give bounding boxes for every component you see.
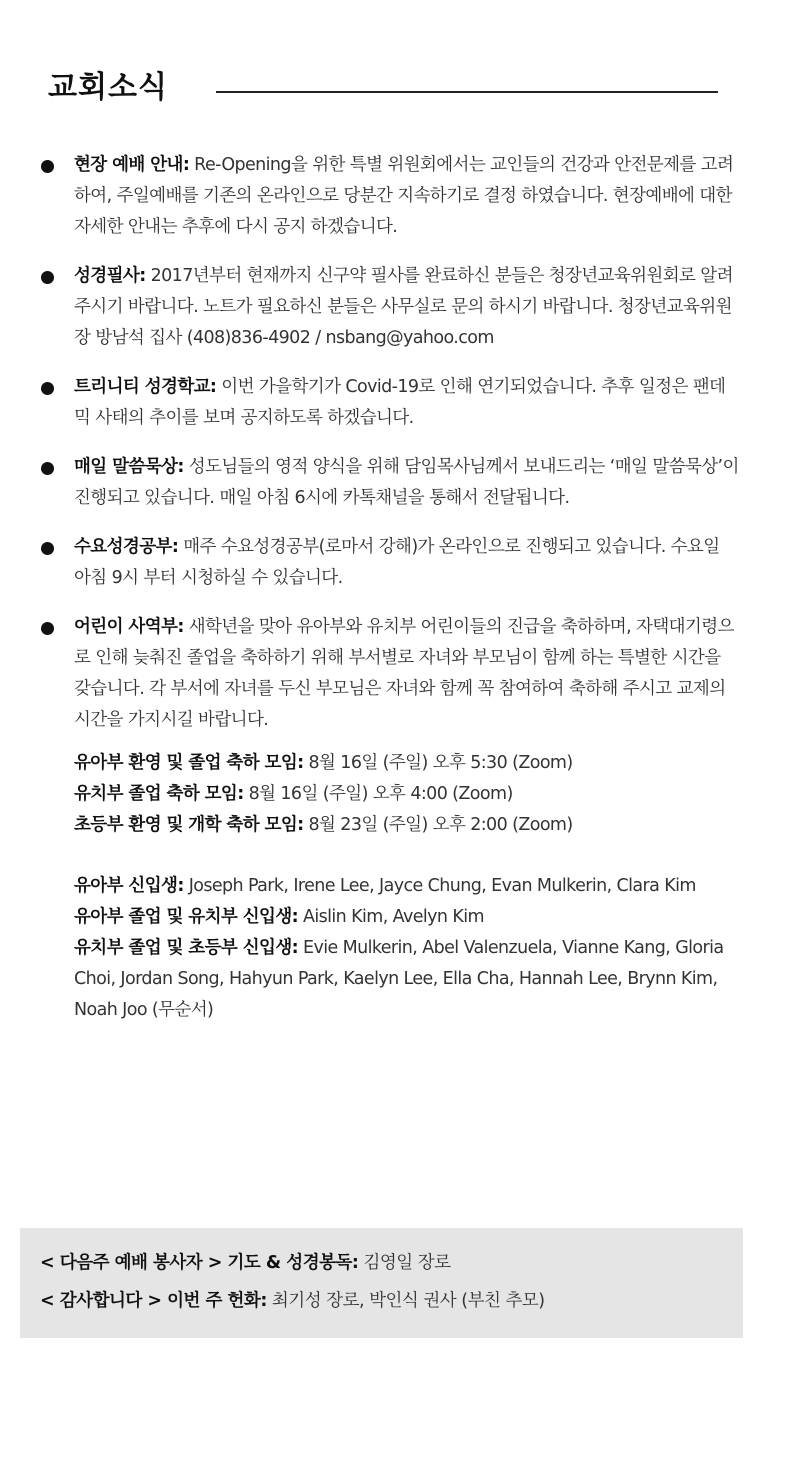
- event-label: 유아부 환영 및 졸업 축하 모임:: [74, 753, 304, 773]
- thanks-flowers: [40, 1286, 545, 1316]
- news-item-title: 성경필사:: [74, 266, 146, 286]
- student-line: [74, 871, 740, 902]
- bullet-icon: [41, 382, 54, 395]
- footer-label: < 감사합니다 > 이번 주 헌화:: [40, 1291, 267, 1311]
- event-value: 8월 16일 (주일) 오후 4:00 (Zoom): [243, 784, 513, 804]
- news-item-title: 현장 예배 안내:: [74, 155, 190, 175]
- page-title: 교회소식: [48, 70, 168, 105]
- news-item-title: 트리니티 성경학교:: [74, 377, 217, 397]
- children-students: [74, 871, 740, 1026]
- event-line: [74, 779, 740, 810]
- news-item-daily-devotion: [40, 452, 740, 514]
- next-week-servers: [40, 1248, 451, 1278]
- event-line: [74, 748, 740, 779]
- spacer: [74, 841, 740, 859]
- bullet-icon: [41, 462, 54, 475]
- news-item-wednesday-study: [40, 532, 740, 594]
- event-value: 8월 16일 (주일) 오후 5:30 (Zoom): [303, 753, 573, 773]
- news-item-text: 2017년부터 현재까지 신구약 필사를 완료하신 분들은 청장년교육위원회로 알려주시기 바랍니다. 노트가 필요하신 분들은 사무실로 문의 하시기 바랍니다. 청장년교육위원장 방남석 집사 (408)836-4902 / nsbang@yahoo.com: [74, 266, 733, 348]
- footer-label: < 다음주 예배 봉사자 > 기도 & 성경봉독:: [40, 1253, 359, 1273]
- news-item-worship: [40, 150, 740, 243]
- title-divider: [216, 91, 718, 93]
- bullet-icon: [41, 622, 54, 635]
- news-item-children-ministry: [40, 612, 740, 1026]
- student-line: [74, 933, 740, 1026]
- student-label: 유치부 졸업 및 초등부 신입생:: [74, 938, 299, 958]
- student-value: Joseph Park, Irene Lee, Jayce Chung, Evan Mulkerin, Clara Kim: [183, 876, 696, 896]
- news-item-title: 수요성경공부:: [74, 537, 179, 557]
- bullet-icon: [41, 542, 54, 555]
- news-item-text: 이번 가을학기가 Covid-19로 인해 연기되었습니다. 추후 일정은 팬데믹 사태의 추이를 보며 공지하도록 하겠습니다.: [74, 377, 726, 428]
- bullet-icon: [41, 271, 54, 284]
- footer-value: 김영일 장로: [358, 1253, 451, 1273]
- bullet-icon: [41, 160, 54, 173]
- student-label: 유아부 졸업 및 유치부 신입생:: [74, 907, 299, 927]
- student-label: 유아부 신입생:: [74, 876, 184, 896]
- news-item-text: 매주 수요성경공부(로마서 강해)가 온라인으로 진행되고 있습니다. 수요일 아침 9시 부터 시청하실 수 있습니다.: [74, 537, 720, 588]
- student-value: Aislin Kim, Avelyn Kim: [298, 907, 484, 927]
- news-list: [40, 150, 740, 1044]
- event-value: 8월 23일 (주일) 오후 2:00 (Zoom): [303, 815, 573, 835]
- event-label: 초등부 환영 및 개학 축하 모임:: [74, 815, 304, 835]
- news-item-trinity-school: [40, 372, 740, 434]
- children-events: [74, 748, 740, 841]
- footer-value: 최기성 장로, 박인식 권사 (부친 추모): [266, 1291, 545, 1311]
- news-item-text: Re-Opening을 위한 특별 위원회에서는 교인들의 건강과 안전문제를 고려하여, 주일예배를 기존의 온라인으로 당분간 지속하기로 결정 하였습니다. 현장예배에 대한 자세한 안내는 추후에 다시 공지 하겠습니다.: [74, 155, 734, 237]
- section-header: [48, 66, 720, 110]
- footer-box: [20, 1228, 743, 1338]
- student-line: [74, 902, 740, 933]
- event-label: 유치부 졸업 축하 모임:: [74, 784, 244, 804]
- student-value: Evie Mulkerin, Abel Valenzuela, Vianne Kang, Gloria Choi, Jordan Song, Hahyun Park, Kaelyn Lee, Ella Cha, Hannah Lee, Brynn Kim, Noah Joo (무순서): [74, 938, 724, 1020]
- news-item-text: 새학년을 맞아 유아부와 유치부 어린이들의 진급을 축하하며, 자택대기령으로 인해 늦춰진 졸업을 축하하기 위해 부서별로 자녀와 부모님이 함께 하는 특별한 시간을 갖습니다. 각 부서에 자녀를 두신 부모님은 자녀와 함께 꼭 참여하여 축하해 주시고 교제의 시간을 가지시길 바랍니다.: [74, 617, 734, 730]
- news-item-bible-copy: [40, 261, 740, 354]
- news-item-text: 성도님들의 영적 양식을 위해 담임목사님께서 보내드리는 ‘매일 말씀묵상’이 진행되고 있습니다. 매일 아침 6시에 카톡채널을 통해서 전달됩니다.: [74, 457, 739, 508]
- news-item-title: 매일 말씀묵상:: [74, 457, 184, 477]
- event-line: [74, 810, 740, 841]
- news-item-title: 어린이 사역부:: [74, 617, 184, 637]
